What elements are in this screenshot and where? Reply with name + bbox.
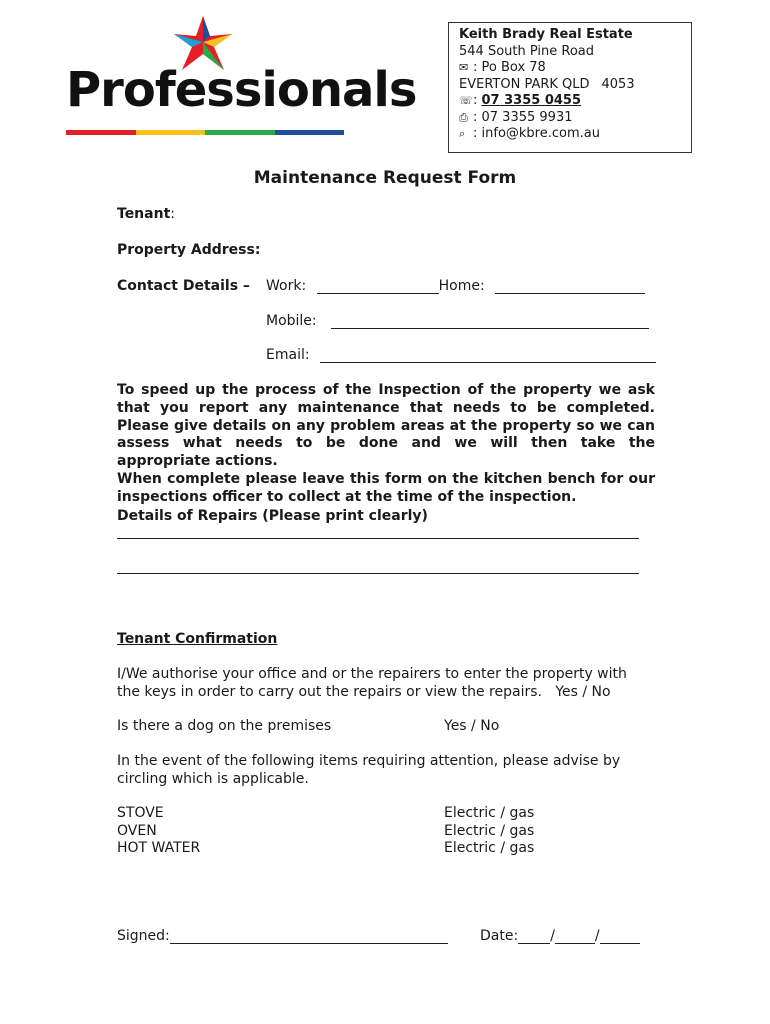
appliance-names [117, 805, 200, 858]
agency-contact-box: Keith Brady Real Estate 544 South Pine Road ✉ : Po Box 78 EVERTON PARK QLD 4053 ☏: 07 3355 0455 ⎙ : 07 3355 9931 ⌕ : info@kbre.com.au [448, 22, 692, 153]
tenant-row: Tenant: [117, 206, 175, 222]
logo-color-bar [66, 130, 344, 135]
home-phone-field[interactable] [495, 279, 645, 294]
email-field[interactable] [320, 348, 656, 363]
agency-name: Keith Brady Real Estate [459, 27, 633, 42]
logo-bar-red [66, 130, 136, 135]
professionals-wordmark: Professionals [66, 62, 417, 118]
date-month-field[interactable] [555, 929, 595, 944]
instructions-text-2: When complete please leave this form on the kitchen bench for our inspections officer to collect at the time of the inspection. [117, 470, 655, 505]
email-label: Email: [266, 347, 310, 363]
appliance-oven: OVEN [117, 822, 157, 839]
logo-bar-green [205, 130, 275, 135]
dog-question: Is there a dog on the premises [117, 718, 332, 734]
email-row [266, 347, 656, 363]
stove-options[interactable]: Electric / gas [444, 805, 535, 821]
contact-details-label: Contact Details – [117, 278, 250, 294]
agency-fax: : 07 3355 9931 [473, 109, 573, 125]
date-row: Date: / / [480, 928, 640, 944]
signed-label: Signed: [117, 928, 170, 944]
repairs-line-1[interactable] [117, 538, 639, 539]
work-label: Work: [266, 278, 307, 294]
oven-options[interactable]: Electric / gas [444, 822, 535, 839]
authorise-text: I/We authorise your office and or the repairers to enter the property with the keys in order to carry out the repairs or view the repairs. [117, 666, 627, 700]
dog-yes-no[interactable]: Yes / No [444, 718, 500, 734]
agency-suburb: EVERTON PARK QLD [459, 76, 590, 92]
fax-icon: ⎙ [459, 110, 468, 124]
work-home-row [266, 278, 645, 294]
tenant-confirmation-heading: Tenant Confirmation [117, 631, 278, 647]
form-title: Maintenance Request Form [253, 168, 517, 188]
signature-field[interactable] [170, 929, 448, 944]
appliance-hot-water: HOT WATER [117, 840, 201, 856]
agency-phone[interactable]: 07 3355 0455 [481, 93, 582, 108]
mobile-label: Mobile: [266, 313, 317, 329]
appliance-stove: STOVE [117, 805, 164, 821]
signed-row [117, 928, 448, 944]
logo-bar-yellow [136, 130, 206, 135]
instructions-paragraph [117, 382, 655, 507]
phone-icon: ☏ [459, 94, 473, 107]
date-day-field[interactable] [518, 929, 550, 944]
agency-postcode: 4053 [601, 76, 635, 92]
advise-text: In the event of the following items requiring attention, please advise by circling which is applicable. [117, 753, 621, 787]
agency-email[interactable]: : info@kbre.com.au [473, 126, 600, 141]
property-address-label: Property Address: [117, 242, 261, 258]
envelope-icon: ✉ [459, 61, 469, 74]
hot-water-options[interactable]: Electric / gas [444, 840, 535, 856]
repairs-line-2[interactable] [117, 573, 639, 574]
logo-bar-blue [275, 130, 345, 135]
mobile-field[interactable] [331, 314, 649, 329]
mobile-row [266, 313, 649, 329]
date-year-field[interactable] [600, 929, 640, 944]
agency-po-box: : Po Box 78 [473, 60, 546, 75]
mouse-icon: ⌕ [459, 127, 466, 140]
agency-street: 544 South Pine Road [459, 43, 595, 59]
home-label: Home: [438, 278, 485, 294]
tenant-label: Tenant [117, 206, 171, 222]
date-label: Date: [480, 928, 519, 944]
authorise-yes-no[interactable]: Yes / No [555, 683, 611, 700]
authorise-statement [117, 666, 647, 701]
work-phone-field[interactable] [317, 279, 439, 294]
repairs-heading: Details of Repairs (Please print clearly) [117, 508, 428, 524]
instructions-text: To speed up the process of the Inspection of the property we ask that you report any maintenance that needs to be completed. Please give details on any problem areas at the property so we can assess what needs to be done and we will then take the appropriate actions. [117, 382, 655, 470]
appliance-options [444, 805, 534, 858]
